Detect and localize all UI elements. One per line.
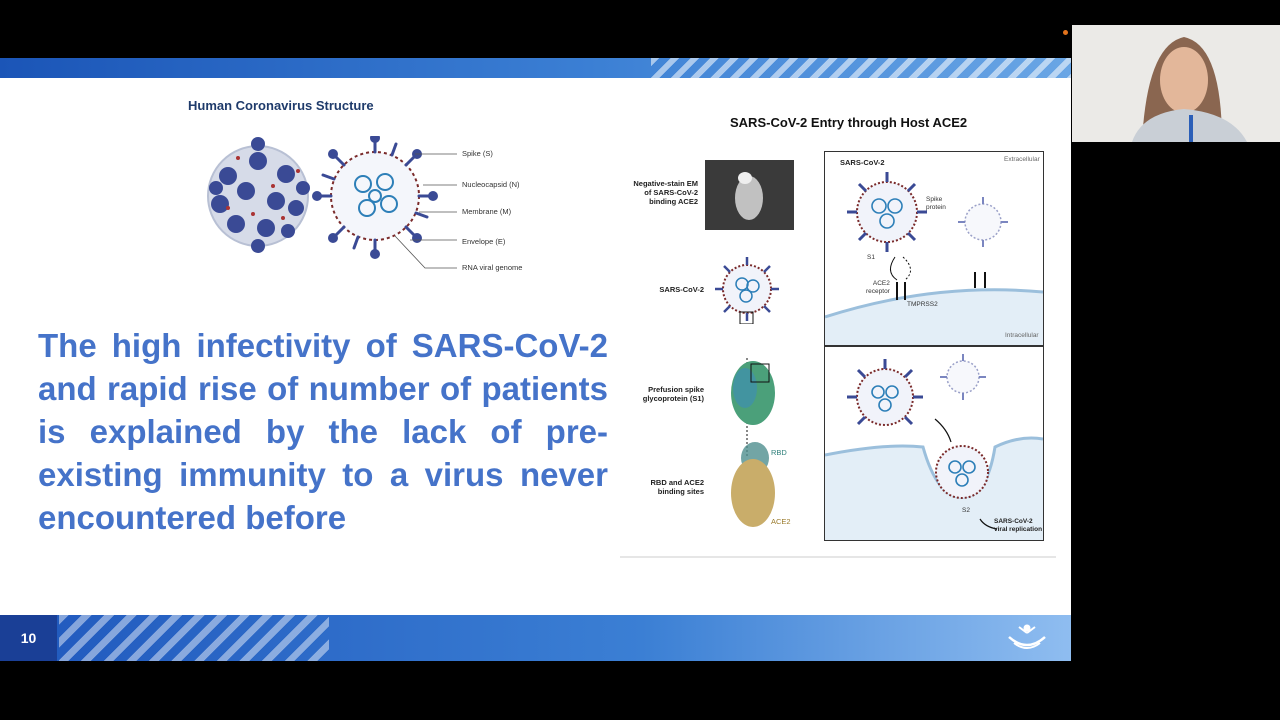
panel-label-intracellular: Intracellular <box>1005 332 1039 339</box>
presentation-slide <box>0 58 1071 661</box>
label-prefusion-spike: Prefusion spike glycoprotein (S1) <box>642 385 704 403</box>
left-figure-title: Human Coronavirus Structure <box>188 98 374 113</box>
panel-label-extracellular: Extracellular <box>1004 156 1040 163</box>
label-rbd: RBD <box>771 448 787 457</box>
sars-cov-2-virion-icon <box>712 254 782 324</box>
recording-indicator <box>1063 30 1068 35</box>
figure-bottom-border <box>620 556 1056 558</box>
slide-page-number: 10 <box>0 615 57 661</box>
label-rbd-ace2-sites: RBD and ACE2 binding sites <box>650 478 704 496</box>
slide-bottom-bar <box>0 615 1071 661</box>
logo-icon <box>1005 623 1049 653</box>
label-spike: Spike (S) <box>462 149 493 158</box>
entry-panel-bottom <box>824 346 1044 541</box>
label-envelope: Envelope (E) <box>462 237 506 246</box>
slide-main-text: The high infectivity of SARS-CoV-2 and rapid rise of number of patients is explained by the lack of pre-existing immunity to a virus never encountered before <box>38 327 608 536</box>
entry-panel-top <box>824 151 1044 346</box>
right-figure-title: SARS-CoV-2 Entry through Host ACE2 <box>730 115 968 130</box>
label-rna-genome: RNA viral genome <box>462 263 523 272</box>
label-nucleocapsid: Nucleocapsid (N) <box>462 180 520 189</box>
label-em: Negative-stain EM of SARS-CoV-2 binding ACE2 <box>633 179 698 206</box>
panel-label-spike-protein: Spike protein <box>926 196 946 211</box>
webcam-video-tile[interactable] <box>1072 25 1280 142</box>
panel-label-replication: SARS-CoV-2 viral replication <box>994 518 1043 533</box>
panel-label-sars: SARS-CoV-2 <box>840 158 885 167</box>
panel-label-ace2-receptor: ACE2 receptor <box>866 280 890 295</box>
panel-label-s2: S2 <box>962 507 970 514</box>
panel-label-s1: S1 <box>867 254 875 261</box>
em-image <box>705 160 794 230</box>
slide-top-bar <box>0 58 1071 78</box>
label-sars-cov-2: SARS-CoV-2 <box>659 285 704 294</box>
label-membrane: Membrane (M) <box>462 207 512 216</box>
panel-label-tmprss2: TMPRSS2 <box>907 301 938 308</box>
label-ace2: ACE2 <box>771 517 791 526</box>
presenter-video <box>1072 25 1280 142</box>
